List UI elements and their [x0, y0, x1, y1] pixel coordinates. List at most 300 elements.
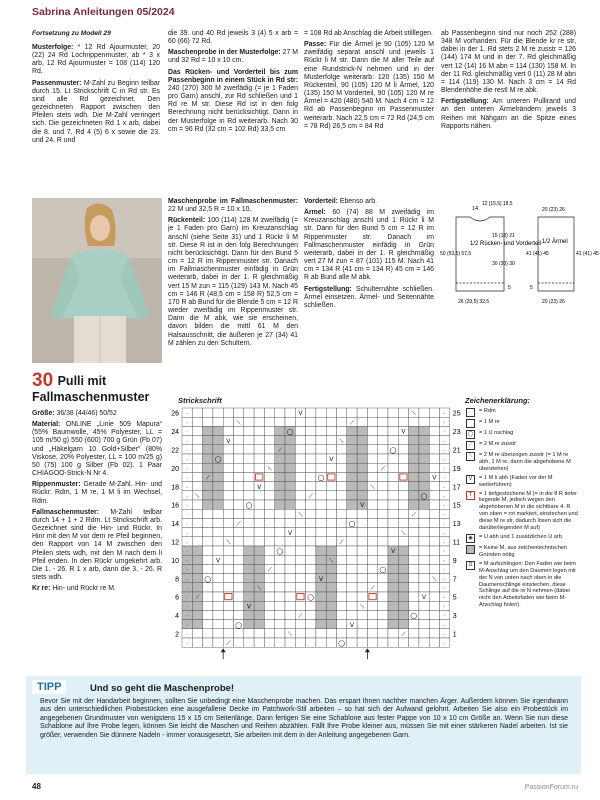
- chart-cell: [213, 518, 223, 527]
- chart-cell: [254, 528, 264, 537]
- chart-cell: [357, 408, 367, 417]
- chart-edge-mark: ·: [186, 567, 189, 574]
- chart-cell: [306, 564, 316, 573]
- chart-cell: [337, 574, 347, 583]
- chart-cell: [264, 454, 274, 463]
- chart-cell: [398, 518, 408, 527]
- chart-cell: [264, 482, 274, 491]
- chart-cell: [419, 574, 429, 583]
- chart-cell: [316, 601, 326, 610]
- passe-label: Passenmuster:: [32, 79, 82, 87]
- chart-cell: [419, 638, 429, 647]
- chart-symbol: ◯: [204, 576, 212, 583]
- chart-cell: [409, 620, 419, 629]
- groesse-label: Größe:: [32, 410, 55, 417]
- chart-cell: [398, 436, 408, 445]
- chart-cell: [337, 509, 347, 518]
- rv-label: Das Rücken- und Vorderteil bis zum Passenbeginn in einem Stück in Rd str:: [168, 68, 298, 84]
- chart-cell: [285, 546, 295, 555]
- chart-cell: [398, 463, 408, 472]
- chart-cell: [367, 445, 377, 454]
- chart-cell: [388, 528, 398, 537]
- chart-cell: [429, 445, 439, 454]
- chart-edge-mark: ·: [443, 475, 446, 482]
- rt-label: Rückenteil:: [168, 217, 206, 225]
- chart-cell: [234, 537, 244, 546]
- chart-cell: [275, 583, 285, 592]
- legend-symbol-slip: V: [466, 475, 475, 484]
- chart-cell: [378, 408, 388, 417]
- chart-cell: [378, 509, 388, 518]
- chart-symbol: ◯: [410, 613, 418, 620]
- chart-row-number-left: 12: [171, 539, 179, 547]
- chart-cell: [295, 601, 305, 610]
- chart-row-number-right: 9: [452, 557, 457, 565]
- legend-item: = Keine M, aus zeichentechnischen Gründen nötig: [466, 545, 578, 559]
- chart-cell: [285, 638, 295, 647]
- chart-cell: [264, 500, 274, 509]
- chart-cell: [244, 463, 254, 472]
- mp-label: Maschenprobe in der Musterfolge:: [168, 49, 281, 57]
- chart-cell: [388, 408, 398, 417]
- chart-cell: [326, 509, 336, 518]
- chart-cell: [234, 555, 244, 564]
- chart-cell: [316, 546, 326, 555]
- chart-cell: [378, 436, 388, 445]
- chart-symbol: ◯: [235, 622, 243, 629]
- chart-cell: [357, 491, 367, 500]
- chart-cell: [367, 491, 377, 500]
- rv-text: 240 (270) 300 M zweifädig (= je 1 Faden pro Garn) anschl, zur Rd schließen und 1 Rd re M str. Diese Rd ist in den folg Berechnung nicht berücksichtigt. Dann in der Musterfolge in Rd weiterarb. Nach 30 cm = 96 Rd (32 cm = 102 Rd) 33,5 cm: [168, 84, 298, 133]
- chart-edge-mark: ·: [443, 521, 446, 528]
- chart-cell: [326, 417, 336, 426]
- chart-cell: [347, 574, 357, 583]
- chart-cell: [367, 564, 377, 573]
- chart-symbol: ⟍: [329, 558, 334, 565]
- legend-item: ◯ = 1 U nschlag: [467, 430, 514, 438]
- chart-cell: [234, 445, 244, 454]
- chart-cell: [378, 426, 388, 435]
- dim-band: 5: [508, 285, 511, 291]
- chart-cell: [419, 601, 429, 610]
- chart-cell: [429, 509, 439, 518]
- chart-cell: [234, 436, 244, 445]
- chart-cell: [398, 555, 408, 564]
- chart-cell: [378, 583, 388, 592]
- chart-cell: [388, 472, 398, 481]
- chart-cell: [254, 417, 264, 426]
- chart-cell: [388, 537, 398, 546]
- chart-cell: [378, 601, 388, 610]
- chart-cell: [213, 463, 223, 472]
- chart-cell: [275, 528, 285, 537]
- chart-cell: [192, 601, 202, 610]
- chart-cell: [285, 518, 295, 527]
- legend-symbol-ssk: ⟍: [466, 452, 475, 461]
- chart-cell: [244, 620, 254, 629]
- chart-edge-mark: ·: [186, 420, 189, 427]
- model-title-line2: Fallmaschenmuster: [32, 390, 150, 404]
- chart-cell: [337, 629, 347, 638]
- chart-cell: [337, 555, 347, 564]
- chart-symbol: ⟋: [380, 466, 385, 473]
- chart-cell: [419, 436, 429, 445]
- chart-cell: [306, 574, 316, 583]
- chart-cell: [213, 610, 223, 619]
- chart-cell: [337, 408, 347, 417]
- chart-cell: [275, 518, 285, 527]
- chart-cell: [409, 518, 419, 527]
- chart-cell: [388, 491, 398, 500]
- chart-cell: [295, 445, 305, 454]
- chart-edge-mark: ·: [186, 503, 189, 510]
- chart-cell: [398, 500, 408, 509]
- chart-cell: [357, 546, 367, 555]
- chart-cell: [398, 592, 408, 601]
- chart-cell: [234, 408, 244, 417]
- chart-edge-mark: ·: [186, 475, 189, 482]
- chart-cell: [244, 472, 254, 481]
- chart-symbol: ⟍: [288, 632, 293, 638]
- chart-row-number-right: 1: [452, 631, 457, 639]
- chart-cell: [326, 491, 336, 500]
- chart-cell: [388, 629, 398, 638]
- chart-cell: [398, 638, 408, 647]
- chart-cell: [398, 408, 408, 417]
- chart-cell: [285, 482, 295, 491]
- chart-cell: [316, 491, 326, 500]
- chart-symbol: ◯: [379, 567, 387, 574]
- chart-cell: [213, 601, 223, 610]
- chart-symbol: ⟋: [195, 595, 200, 602]
- chart-cell: [223, 528, 233, 537]
- kr-text: Hin- und Rückr re M.: [52, 585, 116, 593]
- chart-cell: [409, 555, 419, 564]
- legend-item: = Rdm: [466, 408, 578, 417]
- chart-cell: [254, 463, 264, 472]
- chart-cell: [357, 509, 367, 518]
- chart-cell: [213, 629, 223, 638]
- chart-row-number-right: 15: [452, 502, 461, 510]
- chart-cell: [316, 500, 326, 509]
- chart-cell: [398, 454, 408, 463]
- chart-cell: [213, 491, 223, 500]
- chart-cell: [326, 482, 336, 491]
- fs6-text: Schulternähte schließen. Ärmel einsetzen. Ärmel- und Seitennähte schließen.: [304, 285, 434, 309]
- chart-cell: [275, 408, 285, 417]
- col3-intro: = 108 Rd ab Anschlag die Arbeit stilllegen.: [304, 30, 433, 37]
- text-column-1: [32, 44, 160, 148]
- chart-cell: [347, 509, 357, 518]
- chart-cell: [357, 564, 367, 573]
- chart-edge-mark: ·: [186, 512, 189, 519]
- chart-cell: [192, 500, 202, 509]
- chart-cell: [264, 491, 274, 500]
- chart-cell: [275, 472, 285, 481]
- chart-cell: [419, 445, 429, 454]
- col4-intro: ab Passenbeginn sind nur noch 252 (288) 348 M vorhanden. Für die Blende kr re str, dabei in der 1. Rd stets 2 M re zusstr = 126 (144) 174 M und in der 7. Rd gleichmäßig vert 12 (14) 16 M abn = 114 (130) 158 M. In der 11 Rd. gleichmäßig vert 0 (11) 28 M abn = 114 (119) 130 M. Nach 3 cm = 14 Rd Blendenhöhe die restl M re abk.: [441, 30, 576, 95]
- chart-edge-mark: ·: [443, 558, 446, 565]
- chart-cell: [429, 610, 439, 619]
- chart-cell: [213, 472, 223, 481]
- chart-edge-mark: ·: [443, 420, 446, 427]
- chart-cell: [316, 638, 326, 647]
- chart-edge-mark: ·: [443, 576, 446, 583]
- chart-row-number-left: 16: [171, 502, 179, 510]
- ae-label: Ärmel:: [304, 209, 326, 217]
- chart-edge-mark: ·: [443, 466, 446, 473]
- chart-cell: [223, 509, 233, 518]
- chart-cell: [213, 445, 223, 454]
- chart-cell: [285, 500, 295, 509]
- chart-cell: [244, 555, 254, 564]
- chart-cell: [244, 491, 254, 500]
- muster-label: Musterfolge:: [32, 44, 74, 51]
- chart-cell: [357, 583, 367, 592]
- chart-cell: [378, 518, 388, 527]
- chart-cell: [347, 638, 357, 647]
- legend-symbol-dropped: T: [466, 491, 475, 500]
- chart-row-number-left: 22: [171, 447, 179, 455]
- legend-item: T = 1 tiefgestochene M (= in die 8 R tiefer liegende M, jedoch wegen den abgehobenen M in die sichtbare 4. R von oben = rot markiert, einstechen und diese M re str, dadurch lösen sich die darüberliegenden M auf): [466, 491, 578, 532]
- chart-cell: [429, 491, 439, 500]
- passe3-text: Für die Ärmel je 90 (105) 120 M zweifädig separat anschl und jeweils 1 Rückr li M str. Dann die M aller Teile auf eine Rundstrick-N nehmen und in der Musterfolge weiterarb: 120 (135) 150 M Rückenteil, 90 (105) 120 M li Ärmel, 120 (135) 150 M Vorderteil, 90 (105) 120 M re Ärmel = 420 (480) 540 M. Nach 4 cm = 12 Rd ab Passenbeginn im Passenmuster weiterarb. Nach 22,5 cm = 72 Rd (24,5 cm = 78 Rd) 26,5 cm = 84 Rd: [304, 41, 435, 130]
- chart-cell: [409, 574, 419, 583]
- chart-cell: [388, 482, 398, 491]
- chart-cell: [203, 564, 213, 573]
- chart-edge-mark: ·: [443, 641, 446, 648]
- chart-edge-mark: ·: [186, 632, 189, 638]
- chart-cell: [357, 638, 367, 647]
- groesse-text: 36/38 (44/46) 50/52: [56, 410, 117, 417]
- chart-cell: [203, 583, 213, 592]
- chart-cell: [244, 445, 254, 454]
- chart-edge-mark: ·: [186, 429, 189, 436]
- chart-edge-mark: ·: [186, 586, 189, 592]
- chart-row-number-right: 13: [452, 521, 461, 529]
- chart-cell: [357, 592, 367, 601]
- chart-symbol: ⟋: [226, 641, 231, 648]
- chart-cell: [254, 509, 264, 518]
- chart-cell: [213, 592, 223, 601]
- legend-symbol-knit: [466, 419, 475, 428]
- chart-cell: [234, 454, 244, 463]
- chart-symbol: V: [349, 622, 354, 629]
- chart-symbol: ◯: [389, 448, 397, 454]
- chart-row-number-left: 26: [171, 410, 179, 418]
- chart-cell: [316, 528, 326, 537]
- chart-edge-mark: ·: [186, 613, 189, 620]
- chart-cell: [398, 620, 408, 629]
- chart-symbol: ⟍: [339, 438, 344, 445]
- chart-cell: [367, 408, 377, 417]
- chart-cell: [203, 436, 213, 445]
- chart-cell: [347, 445, 357, 454]
- fall-mp-label: Maschenprobe im Fallmaschenmuster:: [168, 198, 298, 205]
- chart-symbol: ⟍: [257, 586, 262, 592]
- chart-cell: [398, 417, 408, 426]
- chart-cell: [203, 592, 213, 601]
- chart-cell: [192, 436, 202, 445]
- material-text: ONLINE „Linie 509 Mapura“ (55% Baumwolle, 45% Polyester, LL = 105 m/50 g) 550 (600) 700 g Grün (Fb 07) und „Häkelgarn 10 Gold+Silber“ (80% Viskose, 20% Polyester, LL = 100 m/25 g) 50 (75) 100 g Silber (Fb 02). 1 Paar CHIAGOO-Strick-N Nr 4.: [32, 421, 162, 478]
- chart-edge-mark: ·: [443, 604, 446, 611]
- chart-symbol: ⟋: [370, 586, 375, 592]
- chart-cell: [254, 601, 264, 610]
- chart-cell: [316, 436, 326, 445]
- chart-cell: [409, 463, 419, 472]
- chart-cell: [244, 436, 254, 445]
- chart-cell: [419, 408, 429, 417]
- chart-cell: [234, 610, 244, 619]
- chart-cell: [285, 417, 295, 426]
- chart-cell: [367, 518, 377, 527]
- chart-edge-mark: ·: [443, 613, 446, 620]
- legend-symbol-edge: [466, 408, 475, 417]
- chart-cell: [306, 601, 316, 610]
- chart-row-number-left: 18: [171, 484, 179, 492]
- chart-cell: [264, 426, 274, 435]
- chart-cell: [192, 518, 202, 527]
- chart-cell: [275, 555, 285, 564]
- text-column-6: [304, 198, 434, 313]
- chart-cell: [203, 620, 213, 629]
- chart-cell: [223, 574, 233, 583]
- chart-cell: [223, 417, 233, 426]
- chart-cell: [223, 482, 233, 491]
- legend-item: ⟋ = 2 M re zusstr: [466, 441, 578, 450]
- chart-cell: [429, 601, 439, 610]
- chart-cell: [337, 583, 347, 592]
- chart-cell: [429, 454, 439, 463]
- legend-symbol-no-stitch: [466, 545, 475, 554]
- chart-cell: [306, 638, 316, 647]
- chart-cell: [223, 546, 233, 555]
- chart-cell: [285, 583, 295, 592]
- chart-cell: [192, 629, 202, 638]
- chart-cell: [213, 509, 223, 518]
- chart-cell: [419, 528, 429, 537]
- legend-item: ⟍ = 2 M re überzogen zusstr (= 1 M re abh, 1 M re, dann die abgehobene M überziehen): [466, 452, 578, 473]
- chart-cell: [337, 454, 347, 463]
- chart-cell: [398, 583, 408, 592]
- chart-cell: [223, 500, 233, 509]
- chart-cell: [192, 445, 202, 454]
- chart-cell: [264, 629, 274, 638]
- chart-cell: [234, 592, 244, 601]
- dim-sleeve-band: 5: [530, 285, 533, 291]
- tip-badge: TIPP: [32, 680, 66, 694]
- chart-cell: [429, 564, 439, 573]
- chart-cell: [244, 564, 254, 573]
- chart-edge-mark: ·: [443, 494, 446, 500]
- chart-cell: [357, 463, 367, 472]
- chart-cell: [316, 620, 326, 629]
- chart-cell: [285, 445, 295, 454]
- chart-symbol: ⟍: [267, 466, 272, 473]
- chart-cell: [192, 620, 202, 629]
- chart-cell: [409, 583, 419, 592]
- chart-cell: [367, 528, 377, 537]
- chart-edge-mark: ·: [443, 632, 446, 638]
- chart-cell: [275, 537, 285, 546]
- dim-sleeve-left: 41 (41) 45: [526, 251, 549, 257]
- chart-cell: [357, 426, 367, 435]
- chart-symbol: ◯: [317, 475, 325, 482]
- chart-cell: [213, 620, 223, 629]
- chart-cell: [275, 629, 285, 638]
- chart-cell: [285, 610, 295, 619]
- chart-cell: [367, 620, 377, 629]
- chart-cell: [275, 564, 285, 573]
- chart-cell: [203, 500, 213, 509]
- chart-cell: [337, 491, 347, 500]
- chart-cell: [429, 426, 439, 435]
- chart-cell: [306, 463, 316, 472]
- chart-cell: [316, 482, 326, 491]
- chart-cell: [419, 417, 429, 426]
- chart-cell: [244, 610, 254, 619]
- chart-cell: [337, 472, 347, 481]
- chart-cell: [285, 620, 295, 629]
- chart-cell: [367, 426, 377, 435]
- legend-item: V = 1 M li abh (Faden vor der M weiterführen): [466, 475, 578, 489]
- chart-cell: [213, 426, 223, 435]
- chart-cell: [306, 528, 316, 537]
- text-column-5: [168, 198, 298, 351]
- chart-edge-mark: ·: [186, 484, 189, 491]
- chart-cell: [398, 546, 408, 555]
- chart-cell: [429, 592, 439, 601]
- chart-cell: [244, 417, 254, 426]
- chart-cell: [213, 500, 223, 509]
- chart-cell: [419, 426, 429, 435]
- chart-cell: [223, 601, 233, 610]
- chart-cell: [244, 454, 254, 463]
- chart-symbol: ⟍: [226, 540, 231, 546]
- chart-cell: [429, 629, 439, 638]
- chart-cell: [378, 546, 388, 555]
- chart-edge-mark: ·: [443, 503, 446, 510]
- chart-row-number-left: 20: [171, 465, 179, 473]
- chart-cell: [367, 472, 377, 481]
- chart-cell: [326, 601, 336, 610]
- chart-cell: [429, 436, 439, 445]
- chart-cell: [429, 620, 439, 629]
- chart-cell: [223, 564, 233, 573]
- chart-cell: [326, 574, 336, 583]
- chart-cell: [295, 518, 305, 527]
- chart-symbol: ◯: [307, 595, 315, 602]
- chart-cell: [203, 537, 213, 546]
- chart-cell: [378, 491, 388, 500]
- chart-cell: [337, 463, 347, 472]
- chart-cell: [347, 528, 357, 537]
- chart-cell: [409, 500, 419, 509]
- chart-cell: [295, 564, 305, 573]
- chart-cell: [306, 518, 316, 527]
- chart-cell: [192, 408, 202, 417]
- fs4-label: Fertigstellung:: [441, 98, 489, 106]
- chart-cell: [275, 592, 285, 601]
- chart-cell: [419, 564, 429, 573]
- chart-cell: [295, 436, 305, 445]
- chart-cell: [192, 472, 202, 481]
- chart-symbol: ⟋: [411, 512, 416, 519]
- chart-cell: [275, 454, 285, 463]
- chart-cell: [203, 518, 213, 527]
- chart-cell: [254, 620, 264, 629]
- chart-cell: [316, 592, 326, 601]
